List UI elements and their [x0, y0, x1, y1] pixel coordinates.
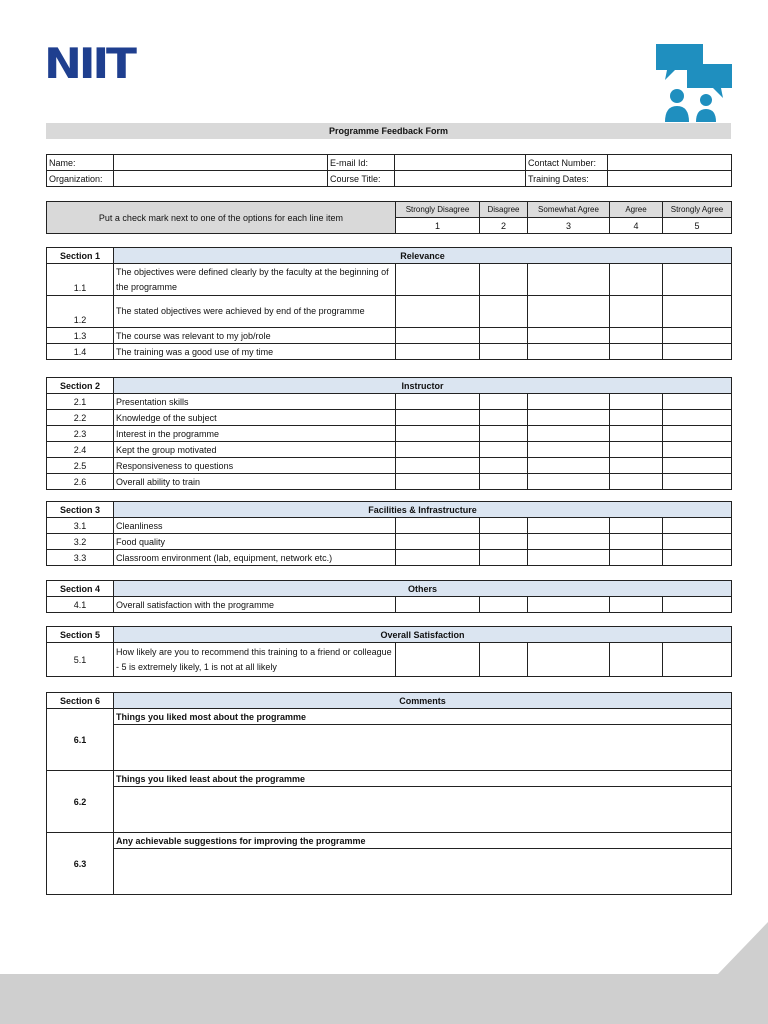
- item-text: Knowledge of the subject: [114, 410, 396, 426]
- rating-cell[interactable]: [528, 344, 610, 360]
- rating-cell[interactable]: [663, 394, 732, 410]
- rating-cell[interactable]: [480, 518, 528, 534]
- rating-cell[interactable]: [396, 344, 480, 360]
- section-label: Section 2: [47, 378, 114, 394]
- rating-cell[interactable]: [528, 442, 610, 458]
- comment-number: 6.1: [47, 709, 114, 771]
- rating-cell[interactable]: [396, 458, 480, 474]
- rating-cell[interactable]: [480, 550, 528, 566]
- niit-logo: NIIT: [44, 39, 134, 88]
- rating-cell[interactable]: [610, 328, 663, 344]
- comment-prompt: Things you liked least about the programme: [114, 771, 732, 787]
- item-number: 3.3: [47, 550, 114, 566]
- rating-cell[interactable]: [610, 550, 663, 566]
- rating-cell[interactable]: [610, 597, 663, 613]
- table-row: [47, 410, 732, 426]
- rating-cell[interactable]: [480, 394, 528, 410]
- scale-option-value: 3: [528, 218, 610, 234]
- rating-cell[interactable]: [480, 264, 528, 296]
- comment-number: 6.2: [47, 771, 114, 833]
- rating-cell[interactable]: [480, 643, 528, 677]
- comment-field[interactable]: [114, 849, 732, 895]
- section-label: Section 6: [47, 693, 114, 709]
- item-number: 1.3: [47, 328, 114, 344]
- organization-field[interactable]: [114, 171, 328, 187]
- rating-cell[interactable]: [528, 534, 610, 550]
- rating-cell[interactable]: [396, 597, 480, 613]
- comment-field[interactable]: [114, 787, 732, 833]
- section-1-table: [46, 247, 732, 360]
- section-title: Comments: [114, 693, 732, 709]
- item-number: 3.1: [47, 518, 114, 534]
- item-number: 4.1: [47, 597, 114, 613]
- rating-cell[interactable]: [528, 264, 610, 296]
- rating-cell[interactable]: [610, 344, 663, 360]
- name-field[interactable]: [114, 155, 328, 171]
- rating-cell[interactable]: [610, 394, 663, 410]
- rating-cell[interactable]: [663, 534, 732, 550]
- section-title: Facilities & Infrastructure: [114, 502, 732, 518]
- scale-option-value: 2: [480, 218, 528, 234]
- rating-cell[interactable]: [480, 328, 528, 344]
- comment-prompt: Any achievable suggestions for improving the programme: [114, 833, 732, 849]
- training-dates-field[interactable]: [608, 171, 732, 187]
- item-text: Cleanliness: [114, 518, 396, 534]
- training-dates-label: Training Dates:: [526, 171, 608, 187]
- item-number: 2.6: [47, 474, 114, 490]
- rating-cell[interactable]: [663, 344, 732, 360]
- rating-cell[interactable]: [396, 426, 480, 442]
- rating-cell[interactable]: [663, 264, 732, 296]
- scale-option-value: 5: [663, 218, 732, 234]
- comment-prompt: Things you liked most about the programme: [114, 709, 732, 725]
- scale-instruction: Put a check mark next to one of the options for each line item: [47, 202, 396, 234]
- rating-cell[interactable]: [480, 458, 528, 474]
- rating-cell[interactable]: [480, 410, 528, 426]
- scale-option-label: Somewhat Agree: [528, 202, 610, 218]
- contact-field[interactable]: [608, 155, 732, 171]
- rating-cell[interactable]: [396, 394, 480, 410]
- scale-option-label: Strongly Agree: [663, 202, 732, 218]
- rating-cell[interactable]: [663, 426, 732, 442]
- rating-cell[interactable]: [480, 534, 528, 550]
- section-label: Section 5: [47, 627, 114, 643]
- rating-cell[interactable]: [480, 442, 528, 458]
- rating-cell[interactable]: [528, 597, 610, 613]
- rating-cell[interactable]: [663, 410, 732, 426]
- section-2-table: [46, 377, 732, 490]
- table-row: [47, 550, 732, 566]
- rating-cell[interactable]: [610, 518, 663, 534]
- section-title: Relevance: [114, 248, 732, 264]
- item-number: 2.5: [47, 458, 114, 474]
- rating-cell[interactable]: [663, 643, 732, 677]
- rating-cell[interactable]: [480, 426, 528, 442]
- discussion-people-icon: [655, 42, 735, 124]
- rating-cell[interactable]: [663, 328, 732, 344]
- item-text: Presentation skills: [114, 394, 396, 410]
- table-row: [47, 518, 732, 534]
- table-row: [47, 328, 732, 344]
- course-title-field[interactable]: [395, 171, 526, 187]
- item-text: The course was relevant to my job/role: [114, 328, 396, 344]
- item-text: Responsiveness to questions: [114, 458, 396, 474]
- rating-cell[interactable]: [663, 458, 732, 474]
- rating-cell[interactable]: [480, 474, 528, 490]
- item-number: 1.1: [47, 264, 114, 296]
- rating-cell[interactable]: [396, 410, 480, 426]
- email-label: E-mail Id:: [328, 155, 395, 171]
- rating-cell[interactable]: [610, 410, 663, 426]
- form-title: Programme Feedback Form: [46, 123, 731, 139]
- rating-cell[interactable]: [528, 296, 610, 328]
- rating-cell[interactable]: [528, 458, 610, 474]
- rating-cell[interactable]: [480, 597, 528, 613]
- course-title-label: Course Title:: [328, 171, 395, 187]
- table-row: [47, 426, 732, 442]
- rating-cell[interactable]: [480, 344, 528, 360]
- scale-option-value: 4: [610, 218, 663, 234]
- rating-cell[interactable]: [396, 550, 480, 566]
- table-row: [47, 597, 732, 613]
- section-5-table: [46, 626, 732, 677]
- comment-number: 6.3: [47, 833, 114, 895]
- rating-cell[interactable]: [396, 474, 480, 490]
- item-text: Classroom environment (lab, equipment, network etc.): [114, 550, 396, 566]
- rating-cell[interactable]: [610, 426, 663, 442]
- table-row: [47, 264, 732, 296]
- rating-cell[interactable]: [610, 264, 663, 296]
- item-text: How likely are you to recommend this training to a friend or colleague - 5 is extremely likely, 1 is not at all likely: [114, 643, 396, 677]
- rating-cell[interactable]: [396, 643, 480, 677]
- table-row: [47, 442, 732, 458]
- rating-cell[interactable]: [610, 442, 663, 458]
- contact-label: Contact Number:: [526, 155, 608, 171]
- section-6-table: [46, 692, 732, 895]
- footer-band: [0, 974, 768, 1024]
- section-title: Instructor: [114, 378, 732, 394]
- scale-option-label: Strongly Disagree: [396, 202, 480, 218]
- rating-cell[interactable]: [528, 328, 610, 344]
- footer-corner-triangle: [718, 922, 768, 974]
- rating-cell[interactable]: [528, 394, 610, 410]
- item-text: Overall ability to train: [114, 474, 396, 490]
- section-label: Section 4: [47, 581, 114, 597]
- table-row: [47, 534, 732, 550]
- scale-option-label: Disagree: [480, 202, 528, 218]
- rating-cell[interactable]: [663, 518, 732, 534]
- rating-cell[interactable]: [610, 458, 663, 474]
- name-label: Name:: [47, 155, 114, 171]
- item-text: The training was a good use of my time: [114, 344, 396, 360]
- rating-cell[interactable]: [610, 296, 663, 328]
- rating-cell[interactable]: [480, 296, 528, 328]
- section-title: Others: [114, 581, 732, 597]
- item-number: 3.2: [47, 534, 114, 550]
- rating-cell[interactable]: [663, 550, 732, 566]
- email-field[interactable]: [395, 155, 526, 171]
- rating-cell[interactable]: [396, 296, 480, 328]
- item-text: The objectives were defined clearly by the faculty at the beginning of the programme: [114, 264, 396, 296]
- item-number: 2.1: [47, 394, 114, 410]
- rating-cell[interactable]: [663, 474, 732, 490]
- comment-field[interactable]: [114, 725, 732, 771]
- rating-cell[interactable]: [528, 643, 610, 677]
- section-4-table: [46, 580, 732, 613]
- item-number: 2.3: [47, 426, 114, 442]
- section-title: Overall Satisfaction: [114, 627, 732, 643]
- scale-option-value: 1: [396, 218, 480, 234]
- item-text: Kept the group motivated: [114, 442, 396, 458]
- rating-cell[interactable]: [528, 474, 610, 490]
- table-row: [47, 394, 732, 410]
- rating-cell[interactable]: [610, 643, 663, 677]
- rating-cell[interactable]: [663, 442, 732, 458]
- rating-cell[interactable]: [663, 296, 732, 328]
- rating-cell[interactable]: [663, 597, 732, 613]
- item-text: Interest in the programme: [114, 426, 396, 442]
- rating-cell[interactable]: [528, 410, 610, 426]
- table-row: [47, 344, 732, 360]
- rating-cell[interactable]: [396, 534, 480, 550]
- item-text: Food quality: [114, 534, 396, 550]
- item-number: 2.2: [47, 410, 114, 426]
- table-row: [47, 296, 732, 328]
- rating-cell[interactable]: [610, 474, 663, 490]
- rating-cell[interactable]: [528, 426, 610, 442]
- section-label: Section 1: [47, 248, 114, 264]
- rating-cell[interactable]: [396, 328, 480, 344]
- section-label: Section 3: [47, 502, 114, 518]
- rating-cell[interactable]: [528, 518, 610, 534]
- item-text: The stated objectives were achieved by end of the programme: [114, 296, 396, 328]
- rating-cell[interactable]: [396, 442, 480, 458]
- scale-option-label: Agree: [610, 202, 663, 218]
- rating-cell[interactable]: [610, 534, 663, 550]
- item-number: 5.1: [47, 643, 114, 677]
- organization-label: Organization:: [47, 171, 114, 187]
- rating-cell[interactable]: [528, 550, 610, 566]
- item-number: 1.2: [47, 296, 114, 328]
- item-number: 1.4: [47, 344, 114, 360]
- item-number: 2.4: [47, 442, 114, 458]
- rating-cell[interactable]: [396, 518, 480, 534]
- rating-cell[interactable]: [396, 264, 480, 296]
- table-row: [47, 458, 732, 474]
- info-table: [46, 154, 732, 187]
- rating-scale: [46, 201, 732, 234]
- table-row: [47, 474, 732, 490]
- section-3-table: [46, 501, 732, 566]
- table-row: [47, 643, 732, 677]
- item-text: Overall satisfaction with the programme: [114, 597, 396, 613]
